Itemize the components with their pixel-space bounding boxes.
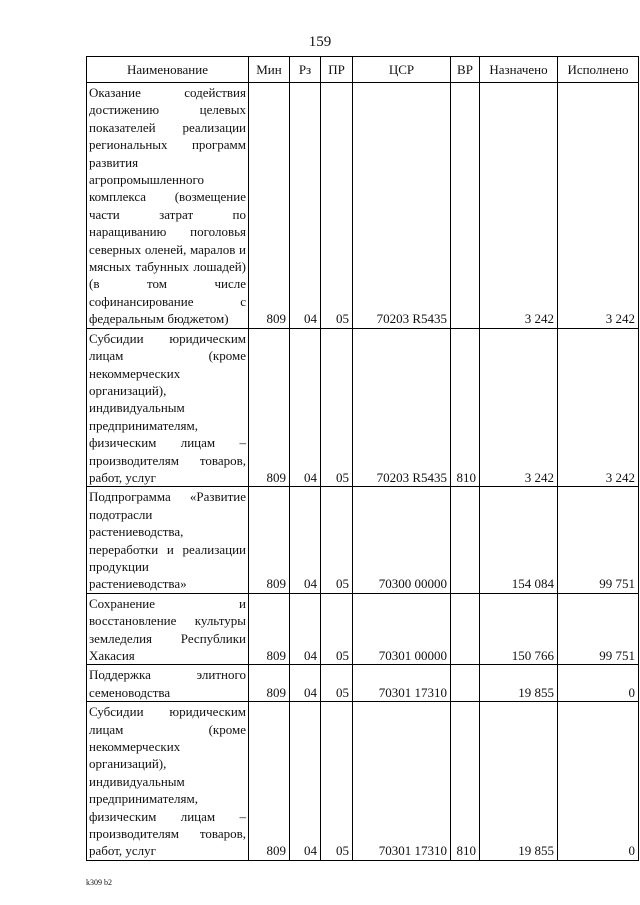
row-vr [451,83,480,329]
row-assigned: 3 242 [480,328,558,487]
row-vr: 810 [451,702,480,861]
row-pr: 05 [321,593,353,665]
row-rz: 04 [290,593,321,665]
row-executed: 0 [558,702,639,861]
column-header-csr: ЦСР [353,57,451,83]
row-rz: 04 [290,487,321,593]
column-header-executed: Исполнено [558,57,639,83]
row-name: Оказание содействия достижению целевых показателей реализации региональных программ развития агропромышленного комплекса (возмещение части затрат по наращиванию поголовья северных оленей, маралов и мясных табунных лошадей) (в том числе софинансирование с федеральным бюджетом) [87,83,249,329]
row-rz: 04 [290,702,321,861]
row-min: 809 [249,83,290,329]
row-vr: 810 [451,328,480,487]
row-executed: 0 [558,665,639,702]
row-executed: 99 751 [558,593,639,665]
row-assigned: 19 855 [480,665,558,702]
table-row [87,665,639,702]
row-rz: 04 [290,665,321,702]
column-header-assigned: Назначено [480,57,558,83]
table-row [87,593,639,665]
row-assigned: 3 242 [480,83,558,329]
row-executed: 3 242 [558,328,639,487]
page-number: 159 [308,34,332,50]
row-rz: 04 [290,328,321,487]
column-header-vr: ВР [451,57,480,83]
column-header-min: Мин [249,57,290,83]
row-pr: 05 [321,83,353,329]
row-rz: 04 [290,83,321,329]
row-csr: 70203 R5435 [353,328,451,487]
row-min: 809 [249,593,290,665]
column-header-rz: Рз [290,57,321,83]
row-csr: 70301 17310 [353,702,451,861]
column-header-pr: ПР [321,57,353,83]
row-name: Поддержка элитного семеноводства [87,665,249,702]
row-name: Подпрограмма «Развитие подотрасли растениеводства, переработки и реализации продукции растениеводства» [87,487,249,593]
row-min: 809 [249,328,290,487]
table-row [87,487,639,593]
row-executed: 99 751 [558,487,639,593]
row-name: Субсидии юридическим лицам (кроме некоммерческих организаций), индивидуальным предпринимателям, физическим лицам – производителям товаров, работ, услуг [87,328,249,487]
row-name: Сохранение и восстановление культуры земледелия Республики Хакасия [87,593,249,665]
row-csr: 70301 00000 [353,593,451,665]
row-pr: 05 [321,487,353,593]
row-vr [451,487,480,593]
table-row [87,328,639,487]
row-assigned: 154 084 [480,487,558,593]
row-min: 809 [249,665,290,702]
footer-document-code: k309 b2 [86,878,112,887]
row-assigned: 150 766 [480,593,558,665]
row-name: Субсидии юридическим лицам (кроме некоммерческих организаций), индивидуальным предпринимателям, физическим лицам – производителям товаров, работ, услуг [87,702,249,861]
row-csr: 70300 00000 [353,487,451,593]
budget-table [86,56,639,861]
row-vr [451,665,480,702]
row-vr [451,593,480,665]
row-pr: 05 [321,328,353,487]
row-pr: 05 [321,665,353,702]
row-csr: 70203 R5435 [353,83,451,329]
row-pr: 05 [321,702,353,861]
header-row [87,57,639,83]
column-header-name: Наименование [87,57,249,83]
row-executed: 3 242 [558,83,639,329]
table-row [87,83,639,329]
row-assigned: 19 855 [480,702,558,861]
row-min: 809 [249,487,290,593]
row-csr: 70301 17310 [353,665,451,702]
table-row [87,702,639,861]
row-min: 809 [249,702,290,861]
